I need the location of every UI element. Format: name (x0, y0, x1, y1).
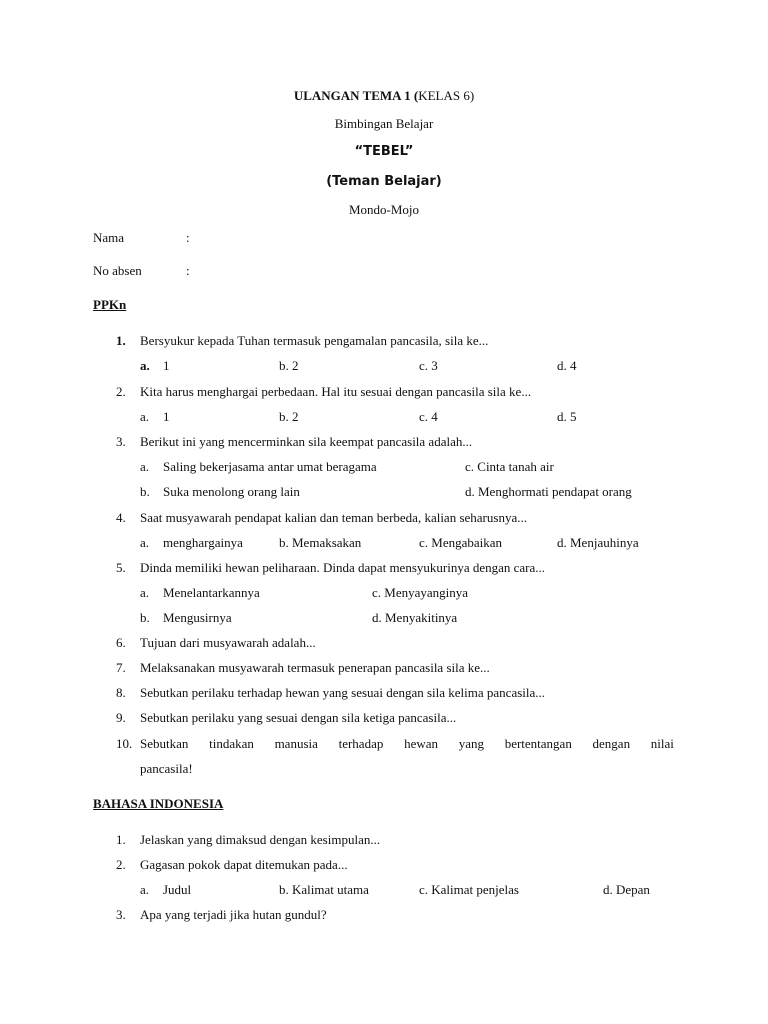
q3-option-a-label: a. (140, 459, 150, 474)
q2-text: Kita harus menghargai perbedaan. Hal itu sesuai dengan pancasila sila ke... (140, 384, 532, 399)
q6-number: 6. (116, 635, 126, 650)
q4-option-a-label: a. (140, 535, 150, 550)
s2-q2-option-c: c. Kalimat penjelas (419, 882, 519, 897)
q8-number: 8. (116, 685, 126, 700)
q9-number: 9. (116, 710, 126, 725)
q4-option-d: d. Menjauhinya (557, 535, 639, 550)
q6-text: Tujuan dari musyawarah adalah... (140, 635, 316, 650)
q10-word: hewan (404, 736, 438, 751)
s2-q2-number: 2. (116, 857, 126, 872)
q1-option-d: d. 4 (557, 358, 577, 373)
subtitle-tebel: “TEBEL” (354, 144, 414, 159)
q10-text (140, 735, 674, 753)
q10-word: Sebutkan (140, 736, 189, 751)
absen-colon: : (186, 263, 190, 278)
q4-option-b: b. Memaksakan (279, 535, 362, 550)
subtitle-teman-belajar: (Teman Belajar) (326, 174, 442, 189)
q1-option-a-label: a. (140, 358, 150, 373)
absen-label: No absen (93, 263, 142, 278)
q4-text: Saat musyawarah pendapat kalian dan teman berbeda, kalian seharusnya... (140, 510, 527, 525)
s2-q2-text: Gagasan pokok dapat ditemukan pada... (140, 857, 348, 872)
q10-word: dengan (592, 736, 631, 751)
document-title (0, 87, 768, 105)
q5-option-a-label: a. (140, 585, 150, 600)
s2-q3-text: Apa yang terjadi jika hutan gundul? (140, 907, 327, 922)
q10-word: yang (458, 736, 484, 751)
q2-option-b: b. 2 (279, 409, 299, 424)
q3-option-a: Saling bekerjasama antar umat beragama (163, 459, 377, 474)
q10-word: terhadap (338, 736, 384, 751)
q10-word: manusia (274, 736, 318, 751)
subtitle-location: Mondo-Mojo (348, 202, 420, 217)
q2-option-d: d. 5 (557, 409, 577, 424)
q5-number: 5. (116, 560, 126, 575)
s2-q1-number: 1. (116, 832, 126, 847)
q1-option-a: 1 (163, 358, 170, 373)
q2-number: 2. (116, 384, 126, 399)
s2-q1-text: Jelaskan yang dimaksud dengan kesimpulan... (140, 832, 381, 847)
q3-option-b: Suka menolong orang lain (163, 484, 300, 499)
nama-colon: : (186, 230, 190, 245)
section-title-bahasa-indonesia: BAHASA INDONESIA (93, 796, 224, 811)
s2-q2-option-d: d. Depan (603, 882, 650, 897)
title-bold: ULANGAN TEMA 1 ( (293, 88, 419, 103)
q10-number: 10. (116, 736, 133, 751)
q2-option-a: 1 (163, 409, 170, 424)
q1-text: Bersyukur kepada Tuhan termasuk pengamalan pancasila, sila ke... (140, 333, 489, 348)
q10-word: tindakan (209, 736, 254, 751)
s2-q2-option-b: b. Kalimat utama (279, 882, 369, 897)
q4-option-c: c. Mengabaikan (419, 535, 503, 550)
q4-option-a: menghargainya (163, 535, 243, 550)
s2-q2-option-a: Judul (163, 882, 192, 897)
q3-option-c: c. Cinta tanah air (465, 459, 554, 474)
q7-number: 7. (116, 660, 126, 675)
q7-text: Melaksanakan musyawarah termasuk penerapan pancasila sila ke... (140, 660, 490, 675)
q10-text-continued: pancasila! (140, 761, 193, 776)
q1-option-c: c. 3 (419, 358, 438, 373)
q3-text: Berikut ini yang mencerminkan sila keempat pancasila adalah... (140, 434, 473, 449)
title-rest: KELAS 6) (418, 88, 475, 103)
q5-option-a: Menelantarkannya (163, 585, 260, 600)
s2-q2-option-a-label: a. (140, 882, 150, 897)
subtitle-bimbingan: Bimbingan Belajar (334, 116, 434, 131)
q5-option-d: d. Menyakitinya (372, 610, 458, 625)
q5-option-b-label: b. (140, 610, 150, 625)
q5-option-b: Mengusirnya (163, 610, 232, 625)
q5-option-c: c. Menyayanginya (372, 585, 469, 600)
q1-number: 1. (116, 333, 126, 348)
q10-word: nilai (650, 736, 674, 751)
s2-q3-number: 3. (116, 907, 126, 922)
q9-text: Sebutkan perilaku yang sesuai dengan sila ketiga pancasila... (140, 710, 457, 725)
nama-label: Nama (93, 230, 125, 245)
q3-option-d: d. Menghormati pendapat orang (465, 484, 632, 499)
q4-number: 4. (116, 510, 126, 525)
q10-word: bertentangan (504, 736, 572, 751)
q5-text: Dinda memiliki hewan peliharaan. Dinda dapat mensyukurinya dengan cara... (140, 560, 546, 575)
q3-number: 3. (116, 434, 126, 449)
q2-option-a-label: a. (140, 409, 150, 424)
q2-option-c: c. 4 (419, 409, 438, 424)
q3-option-b-label: b. (140, 484, 150, 499)
q8-text: Sebutkan perilaku terhadap hewan yang sesuai dengan sila kelima pancasila... (140, 685, 546, 700)
q1-option-b: b. 2 (279, 358, 299, 373)
section-title-ppkn: PPKn (93, 297, 127, 312)
